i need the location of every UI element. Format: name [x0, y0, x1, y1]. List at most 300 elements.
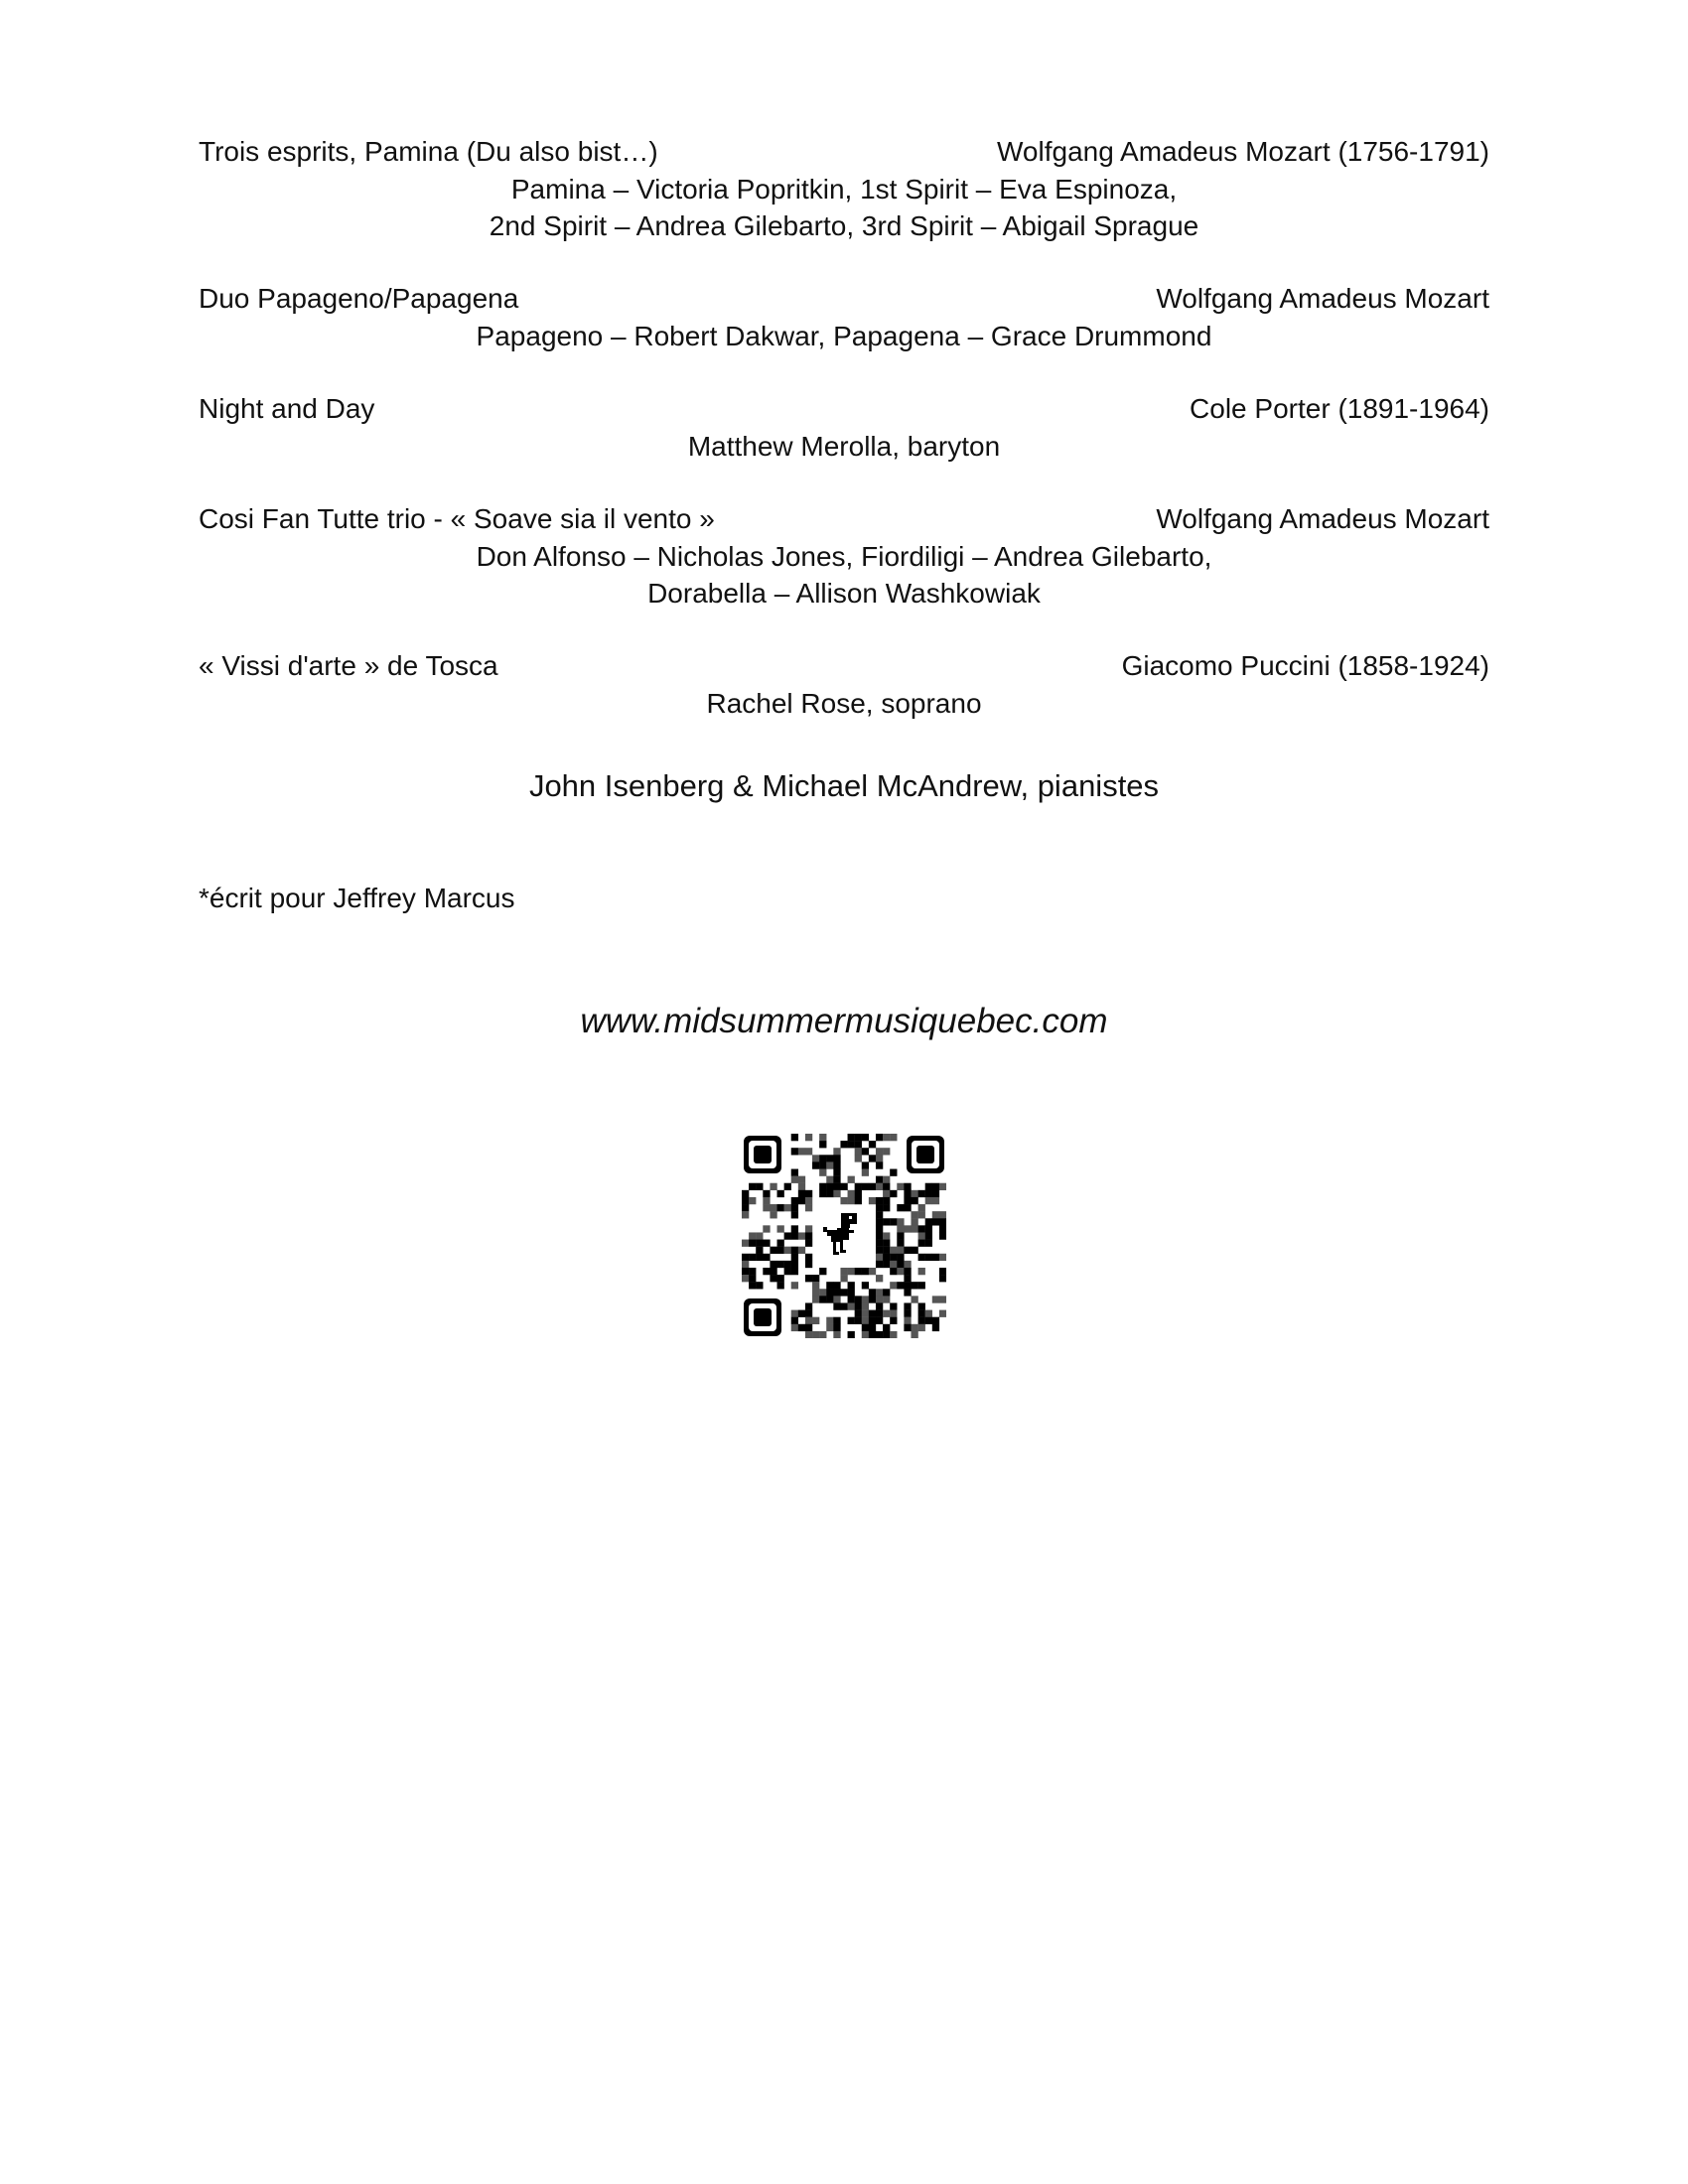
qr-module [876, 1211, 883, 1218]
qr-module [833, 1161, 840, 1168]
qr-module [791, 1282, 798, 1289]
qr-module [770, 1211, 776, 1218]
qr-module [939, 1275, 946, 1282]
qr-module [749, 1275, 756, 1282]
qr-module [869, 1197, 876, 1204]
qr-module [798, 1148, 805, 1155]
qr-module [840, 1268, 847, 1275]
qr-module [805, 1240, 812, 1247]
qr-module [862, 1317, 869, 1324]
qr-module [840, 1302, 847, 1309]
qr-module [862, 1331, 869, 1338]
qr-module [939, 1254, 946, 1261]
qr-module [791, 1169, 798, 1176]
qr-module [833, 1282, 840, 1289]
qr-module [925, 1225, 932, 1232]
qr-module [749, 1282, 756, 1289]
piece-composer: Giacomo Puccini (1858-1924) [1121, 650, 1489, 681]
qr-module [925, 1310, 932, 1317]
qr-module [777, 1240, 784, 1247]
qr-module [784, 1247, 791, 1254]
qr-module [911, 1324, 917, 1331]
qr-module [876, 1155, 883, 1161]
qr-module [812, 1161, 819, 1168]
qr-module [833, 1183, 840, 1190]
qr-module [763, 1240, 770, 1247]
qr-module [918, 1310, 925, 1317]
qr-module [855, 1197, 862, 1204]
qr-module [805, 1275, 812, 1282]
qr-module [925, 1197, 932, 1204]
qr-module [876, 1296, 883, 1302]
qr-module [763, 1197, 770, 1204]
qr-module [855, 1183, 862, 1190]
qr-module [918, 1204, 925, 1211]
qr-module [862, 1310, 869, 1317]
qr-module [770, 1268, 776, 1275]
qr-module [833, 1190, 840, 1197]
piece-heading [199, 133, 1489, 171]
qr-module [848, 1176, 855, 1183]
piece-heading [199, 390, 1489, 428]
qr-module [770, 1275, 776, 1282]
qr-module [876, 1148, 883, 1155]
qr-module [742, 1197, 749, 1204]
qr-module [805, 1197, 812, 1204]
qr-module [819, 1331, 826, 1338]
qr-module [798, 1176, 805, 1183]
piece-list [199, 133, 1489, 757]
qr-module [939, 1310, 946, 1317]
piece-performers: Pamina – Victoria Popritkin, 1st Spirit – Eva Espinoza, [510, 174, 1178, 205]
qr-module [869, 1324, 876, 1331]
qr-module [791, 1197, 798, 1204]
qr-module [890, 1331, 897, 1338]
qr-module [904, 1289, 911, 1296]
qr-module [848, 1190, 855, 1197]
qr-module [855, 1148, 862, 1155]
qr-module [791, 1204, 798, 1211]
qr-module [911, 1331, 917, 1338]
qr-module [918, 1268, 925, 1275]
qr-module [897, 1232, 904, 1239]
qr-module [911, 1247, 917, 1254]
qr-module [876, 1134, 883, 1141]
qr-module [848, 1317, 855, 1324]
qr-module [876, 1204, 883, 1211]
qr-module [770, 1204, 776, 1211]
qr-module [791, 1176, 798, 1183]
qr-module [918, 1211, 925, 1218]
qr-module [742, 1211, 749, 1218]
qr-module [890, 1317, 897, 1324]
qr-module [855, 1134, 862, 1141]
qr-module [904, 1275, 911, 1282]
footnote: *écrit pour Jeffrey Marcus [199, 883, 515, 913]
qr-module [770, 1261, 776, 1268]
qr-module [777, 1247, 784, 1254]
qr-module [890, 1261, 897, 1268]
qr-module [826, 1155, 833, 1161]
qr-module [798, 1247, 805, 1254]
qr-module [833, 1148, 840, 1155]
qr-module [869, 1289, 876, 1296]
qr-module [876, 1176, 883, 1183]
qr-module [876, 1183, 883, 1190]
program-piece [199, 390, 1489, 465]
qr-module [904, 1268, 911, 1275]
qr-module [862, 1302, 869, 1309]
qr-module [918, 1190, 925, 1197]
qr-module [932, 1190, 939, 1197]
qr-module [869, 1331, 876, 1338]
qr-module [932, 1296, 939, 1302]
qr-module [826, 1176, 833, 1183]
qr-module [833, 1289, 840, 1296]
piece-heading [199, 500, 1489, 538]
qr-module [904, 1225, 911, 1232]
qr-module [812, 1155, 819, 1161]
qr-module [798, 1324, 805, 1331]
qr-module [791, 1247, 798, 1254]
qr-module [826, 1317, 833, 1324]
program-piece [199, 133, 1489, 244]
qr-module [918, 1240, 925, 1247]
qr-module [833, 1169, 840, 1176]
qr-module [862, 1183, 869, 1190]
qr-module [791, 1254, 798, 1261]
qr-module [826, 1183, 833, 1190]
qr-module [749, 1183, 756, 1190]
qr-module [855, 1141, 862, 1148]
qr-module [911, 1190, 917, 1197]
piece-composer: Wolfgang Amadeus Mozart [1156, 283, 1489, 314]
qr-module [904, 1183, 911, 1190]
qr-module [911, 1211, 917, 1218]
piece-title: Cosi Fan Tutte trio - « Soave sia il vento » [199, 503, 715, 534]
qr-module [763, 1225, 770, 1232]
qr-module [890, 1190, 897, 1197]
qr-module [826, 1161, 833, 1168]
qr-module [932, 1218, 939, 1225]
qr-module [833, 1317, 840, 1324]
qr-module [897, 1247, 904, 1254]
qr-module [777, 1204, 784, 1211]
qr-module [805, 1190, 812, 1197]
qr-module [897, 1240, 904, 1247]
qr-module [833, 1176, 840, 1183]
qr-finder-top-left [744, 1136, 781, 1173]
qr-module [855, 1190, 862, 1197]
qr-module [890, 1218, 897, 1225]
qr-module [925, 1190, 932, 1197]
qr-module [826, 1324, 833, 1331]
qr-module [883, 1240, 890, 1247]
qr-code-graphic [742, 1134, 946, 1338]
qr-module [784, 1261, 791, 1268]
piece-title: Night and Day [199, 393, 375, 424]
qr-module [883, 1190, 890, 1197]
qr-module [918, 1225, 925, 1232]
qr-module [840, 1183, 847, 1190]
qr-module [932, 1183, 939, 1190]
qr-module [862, 1169, 869, 1176]
qr-module [883, 1176, 890, 1183]
qr-module [805, 1204, 812, 1211]
piece-composer: Wolfgang Amadeus Mozart [1156, 503, 1489, 534]
qr-module [833, 1331, 840, 1338]
qr-module [770, 1247, 776, 1254]
qr-module [883, 1310, 890, 1317]
qr-module [791, 1211, 798, 1218]
qr-module [883, 1261, 890, 1268]
qr-module [819, 1169, 826, 1176]
qr-module [812, 1317, 819, 1324]
qr-module [925, 1240, 932, 1247]
qr-module [876, 1254, 883, 1261]
website-link[interactable]: www.midsummermusiquebec.com [580, 1002, 1108, 1040]
qr-module [784, 1183, 791, 1190]
qr-module [883, 1324, 890, 1331]
piece-title: Duo Papageno/Papagena [199, 283, 519, 314]
qr-module [932, 1254, 939, 1261]
qr-module [869, 1183, 876, 1190]
qr-module [848, 1282, 855, 1289]
qr-module [805, 1261, 812, 1268]
qr-module [890, 1169, 897, 1176]
qr-module [869, 1155, 876, 1161]
qr-module [911, 1225, 917, 1232]
qr-module [763, 1204, 770, 1211]
qr-module [890, 1268, 897, 1275]
piece-performers: Matthew Merolla, baryton [687, 431, 1001, 462]
qr-module [862, 1148, 869, 1155]
qr-module [904, 1261, 911, 1268]
qr-module [848, 1289, 855, 1296]
qr-module [939, 1268, 946, 1275]
qr-module [812, 1275, 819, 1282]
qr-module [918, 1254, 925, 1261]
qr-module [918, 1302, 925, 1309]
qr-module [939, 1218, 946, 1225]
qr-module [869, 1141, 876, 1148]
qr-code[interactable] [742, 1134, 946, 1338]
qr-module [805, 1225, 812, 1232]
qr-module [805, 1324, 812, 1331]
piece-performers: Rachel Rose, soprano [706, 688, 982, 719]
qr-module [869, 1310, 876, 1317]
qr-module [932, 1211, 939, 1218]
qr-module [833, 1302, 840, 1309]
qr-module [798, 1310, 805, 1317]
qr-module [756, 1183, 763, 1190]
qr-module [876, 1289, 883, 1296]
qr-module [876, 1197, 883, 1204]
qr-module [812, 1296, 819, 1302]
qr-module [819, 1155, 826, 1161]
qr-module [848, 1134, 855, 1141]
qr-module [819, 1141, 826, 1148]
qr-module [777, 1282, 784, 1289]
qr-module [890, 1134, 897, 1141]
qr-module [763, 1190, 770, 1197]
qr-module [826, 1296, 833, 1302]
qr-module [876, 1331, 883, 1338]
qr-module [826, 1282, 833, 1289]
qr-module [862, 1134, 869, 1141]
qr-module [833, 1296, 840, 1302]
qr-module [897, 1282, 904, 1289]
qr-module [742, 1261, 749, 1268]
qr-module [918, 1317, 925, 1324]
qr-module [883, 1148, 890, 1155]
qr-module [883, 1254, 890, 1261]
qr-module [883, 1183, 890, 1190]
qr-module [791, 1317, 798, 1324]
qr-module [777, 1190, 784, 1197]
qr-module [819, 1134, 826, 1141]
qr-module [904, 1302, 911, 1309]
qr-module [904, 1317, 911, 1324]
qr-module [897, 1218, 904, 1225]
qr-module [763, 1254, 770, 1261]
qr-module [749, 1232, 756, 1239]
qr-module [876, 1218, 883, 1225]
qr-module [826, 1190, 833, 1197]
qr-module [855, 1268, 862, 1275]
qr-module [925, 1183, 932, 1190]
qr-module [869, 1317, 876, 1324]
qr-module [798, 1197, 805, 1204]
qr-module [876, 1302, 883, 1309]
qr-module [897, 1183, 904, 1190]
qr-module [777, 1261, 784, 1268]
piece-composer: Cole Porter (1891-1964) [1190, 393, 1489, 424]
qr-module [862, 1268, 869, 1275]
qr-module [890, 1302, 897, 1309]
qr-module [798, 1183, 805, 1190]
piece-performers: 2nd Spirit – Andrea Gilebarto, 3rd Spirit – Abigail Sprague [489, 210, 1199, 241]
qr-module [819, 1161, 826, 1168]
qr-module [883, 1331, 890, 1338]
qr-module [904, 1190, 911, 1197]
piece-composer: Wolfgang Amadeus Mozart (1756-1791) [997, 136, 1489, 167]
qr-module [904, 1204, 911, 1211]
qr-module [890, 1310, 897, 1317]
qr-finder-bottom-left [744, 1298, 781, 1336]
qr-module [819, 1183, 826, 1190]
program-piece [199, 647, 1489, 722]
qr-module [939, 1225, 946, 1232]
qr-module [798, 1232, 805, 1239]
qr-module [791, 1324, 798, 1331]
qr-module [848, 1296, 855, 1302]
qr-module [805, 1148, 812, 1155]
qr-module [883, 1296, 890, 1302]
qr-module [883, 1289, 890, 1296]
qr-module [742, 1254, 749, 1261]
qr-module [770, 1183, 776, 1190]
qr-module [862, 1324, 869, 1331]
qr-module [756, 1240, 763, 1247]
qr-module [819, 1289, 826, 1296]
qr-module [904, 1324, 911, 1331]
qr-module [777, 1275, 784, 1282]
qr-module [812, 1331, 819, 1338]
piece-heading [199, 280, 1489, 318]
qr-module [742, 1268, 749, 1275]
qr-module [855, 1302, 862, 1309]
qr-module [791, 1232, 798, 1239]
qr-module [756, 1247, 763, 1254]
qr-module [904, 1197, 911, 1204]
qr-module [883, 1134, 890, 1141]
qr-module [918, 1324, 925, 1331]
qr-module [890, 1254, 897, 1261]
qr-module [904, 1310, 911, 1317]
qr-module [876, 1310, 883, 1317]
qr-module [932, 1324, 939, 1331]
qr-module [848, 1331, 855, 1338]
piece-title: « Vissi d'arte » de Tosca [199, 650, 498, 681]
qr-module [925, 1218, 932, 1225]
qr-module [876, 1247, 883, 1254]
qr-module [791, 1268, 798, 1275]
qr-module [742, 1240, 749, 1247]
qr-module [904, 1247, 911, 1254]
qr-module [897, 1268, 904, 1275]
qr-module [925, 1232, 932, 1239]
program-piece [199, 500, 1489, 612]
piece-heading [199, 647, 1489, 685]
qr-module [749, 1197, 756, 1204]
qr-module [911, 1197, 917, 1204]
qr-module [840, 1197, 847, 1204]
qr-module [805, 1317, 812, 1324]
qr-module [911, 1282, 917, 1289]
qr-module [805, 1254, 812, 1261]
qr-module [925, 1254, 932, 1261]
qr-module [848, 1302, 855, 1309]
qr-module [939, 1232, 946, 1239]
qr-module [883, 1247, 890, 1254]
qr-module [826, 1289, 833, 1296]
qr-module [756, 1282, 763, 1289]
qr-module [819, 1296, 826, 1302]
pianists-credit: John Isenberg & Michael McAndrew, pianistes [528, 768, 1160, 803]
qr-module [840, 1289, 847, 1296]
qr-module [897, 1204, 904, 1211]
qr-module [791, 1148, 798, 1155]
qr-module [756, 1254, 763, 1261]
piece-performers: Papageno – Robert Dakwar, Papagena – Grace Drummond [476, 321, 1212, 351]
qr-module [805, 1232, 812, 1239]
qr-module [911, 1296, 917, 1302]
qr-module [742, 1190, 749, 1197]
qr-module [876, 1232, 883, 1239]
qr-module [756, 1232, 763, 1239]
qr-module [932, 1197, 939, 1204]
qr-module [833, 1324, 840, 1331]
qr-module [918, 1282, 925, 1289]
qr-module [784, 1232, 791, 1239]
qr-finder-top-right [907, 1136, 944, 1173]
qr-module [777, 1225, 784, 1232]
piece-performers: Dorabella – Allison Washkowiak [647, 578, 1041, 609]
qr-module [911, 1218, 917, 1225]
qr-module [749, 1240, 756, 1247]
qr-module [749, 1268, 756, 1275]
